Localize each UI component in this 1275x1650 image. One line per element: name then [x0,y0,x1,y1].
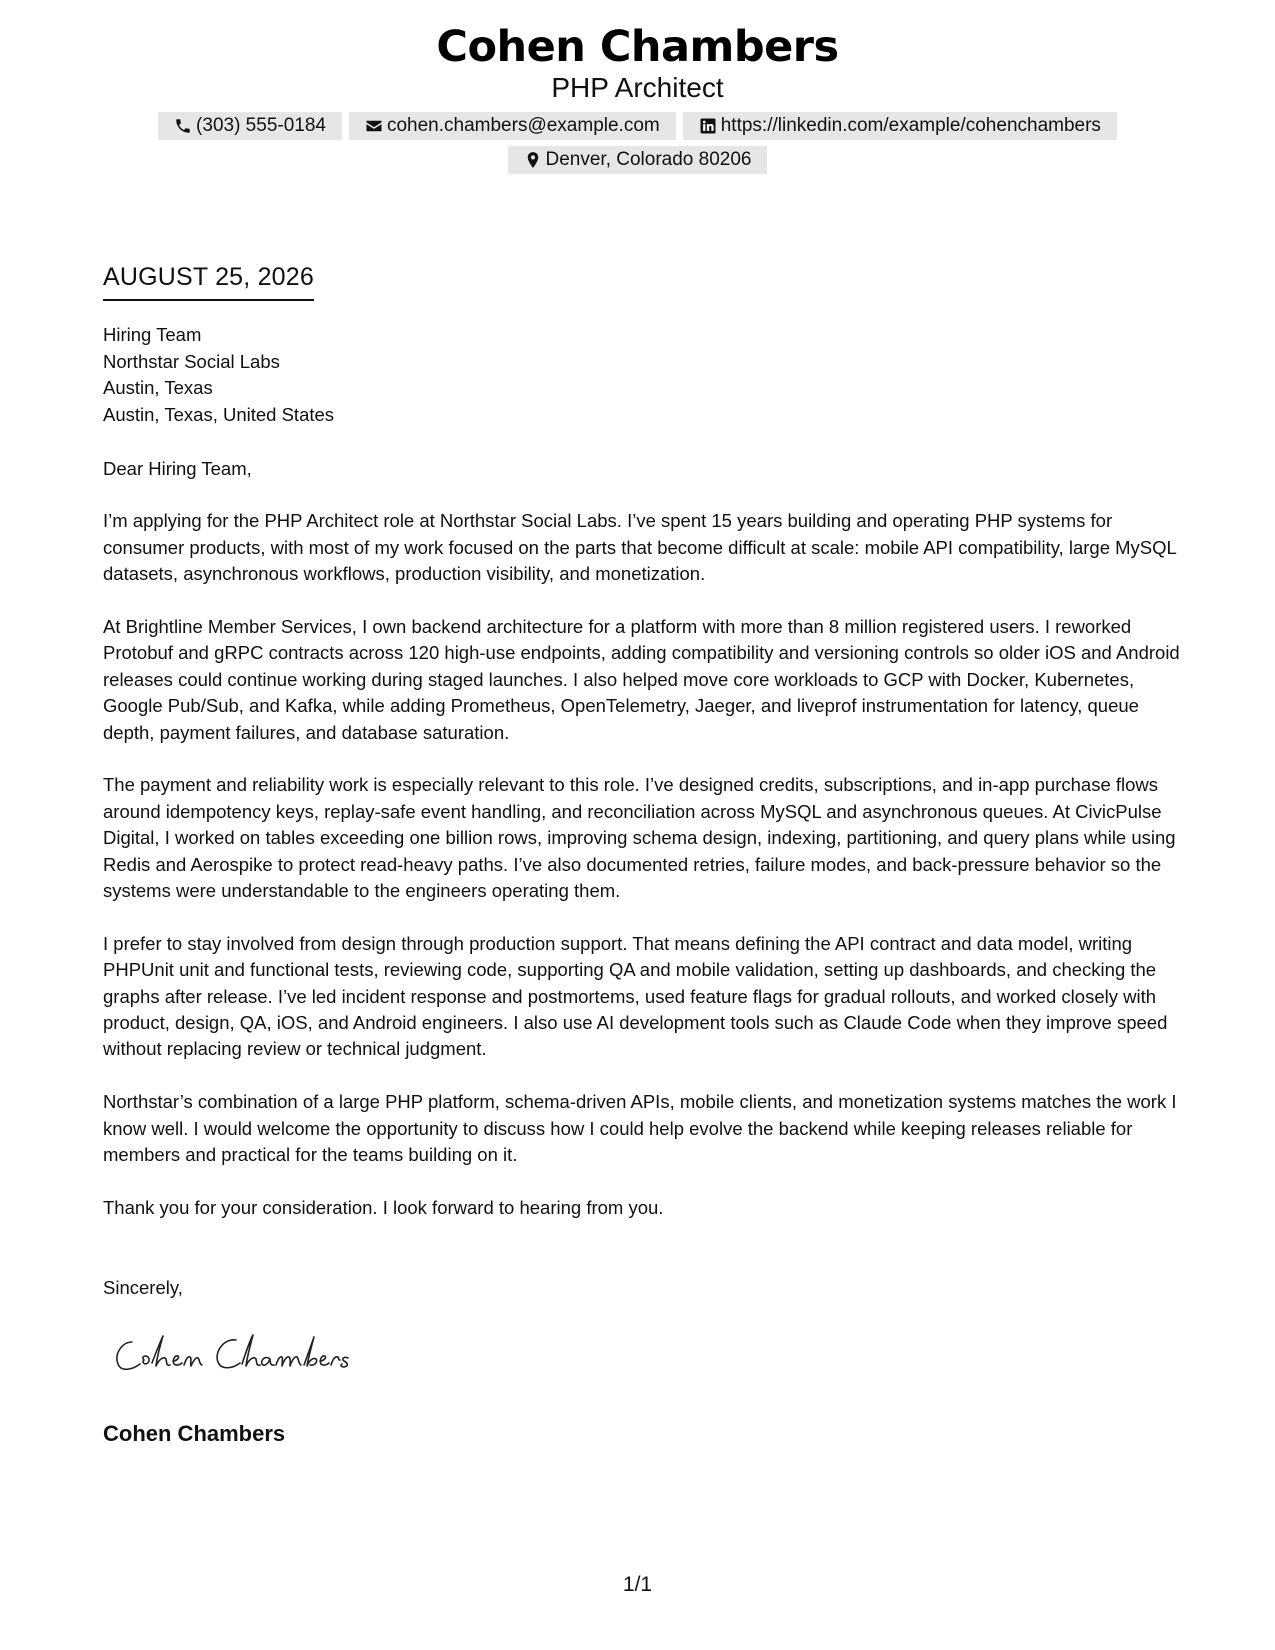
recipient-address [103,322,334,428]
contact-email [349,112,676,140]
body-paragraph: Thank you for your consideration. I look forward to hearing from you. [103,1196,664,1218]
linkedin-icon [699,117,717,135]
candidate-title: PHP Architect [551,72,724,103]
salutation: Dear Hiring Team, [103,458,252,479]
recipient-line: Austin, Texas [103,377,213,398]
signer-name: Cohen Chambers [103,1421,286,1446]
contact-linkedin [683,112,1117,140]
letter-date: AUGUST 25, 2026 [103,262,314,301]
envelope-icon [365,117,383,135]
body-paragraph: I’m applying for the PHP Architect role at Northstar Social Labs. I’ve spent 15 years building and operating PHP systems for consumer products, with most of my work focused on the parts that become difficult at scale: mobile API compatibility, large MySQL datasets, asynchronous workflows, production visibility, and monetization. [103,510,1177,585]
body-paragraph: I prefer to stay involved from design through production support. That means defining the API contract and data model, writing PHPUnit unit and functional tests, reviewing code, supporting QA and mobile validation, setting up dashboards, and checking the graphs after release. I’ve led incident response and postmortems, used feature flags for gradual rollouts, and worked closely with product, design, QA, iOS, and Android engineers. I also use AI development tools such as Claude Code when they improve speed without replacing review or technical judgment. [103,932,1168,1060]
contact-phone-text: (303) 555-0184 [196,115,326,136]
candidate-name: Cohen Chambers [436,22,839,72]
letter-header [0,20,1275,174]
handwritten-signature [110,1328,360,1380]
contact-location [508,146,768,174]
recipient-line: Austin, Texas, United States [103,403,335,425]
contact-location-text: Denver, Colorado 80206 [545,149,752,170]
closing: Sincerely, [103,1277,183,1298]
contact-linkedin-text: https://linkedin.com/example/cohenchambers [720,115,1101,136]
page-number: 1/1 [622,1573,653,1596]
recipient-line: Northstar Social Labs [103,350,280,372]
body-paragraph: At Brightline Member Services, I own backend architecture for a platform with more than 8 million registered users. I reworked Protobuf and gRPC contracts across 120 high-use endpoints, adding compatibility and versioning controls so older iOS and Android releases could continue working during staged launches. I also helped move core workloads to GCP with Docker, Kubernetes, Google Pub/Sub, and Kafka, while adding Prometheus, OpenTelemetry, Jaeger, and liveprof instrumentation for latency, queue depth, payment failures, and database saturation. [103,616,1180,743]
body-paragraph: The payment and reliability work is especially relevant to this role. I’ve designed credits, subscriptions, and in-app purchase flows around idempotency keys, replay-safe event handling, and reconciliation across MySQL and asynchronous queues. At CivicPulse Digital, I worked on tables exceeding one billion rows, improving schema design, indexing, partitioning, and query plans while using Redis and Aerospike to protect read-heavy paths. I’ve also documented retries, failure modes, and back-pressure behavior so the systems were understandable to the engineers operating them. [103,774,1176,902]
contact-email-text: cohen.chambers@example.com [386,115,660,136]
recipient-line: Hiring Team [103,324,202,345]
contact-row-location [0,146,1275,174]
contact-phone [158,112,342,140]
body-paragraph: Northstar’s combination of a large PHP platform, schema-driven APIs, mobile clients, and monetization systems matches the work I know well. I would welcome the opportunity to discuss how I could help evolve the backend while keeping releases reliable for members and practical for the teams building on it. [103,1091,1177,1166]
phone-icon [174,117,192,135]
letter-body [103,456,1183,1248]
map-pin-icon [524,151,542,169]
contact-row [0,112,1275,140]
